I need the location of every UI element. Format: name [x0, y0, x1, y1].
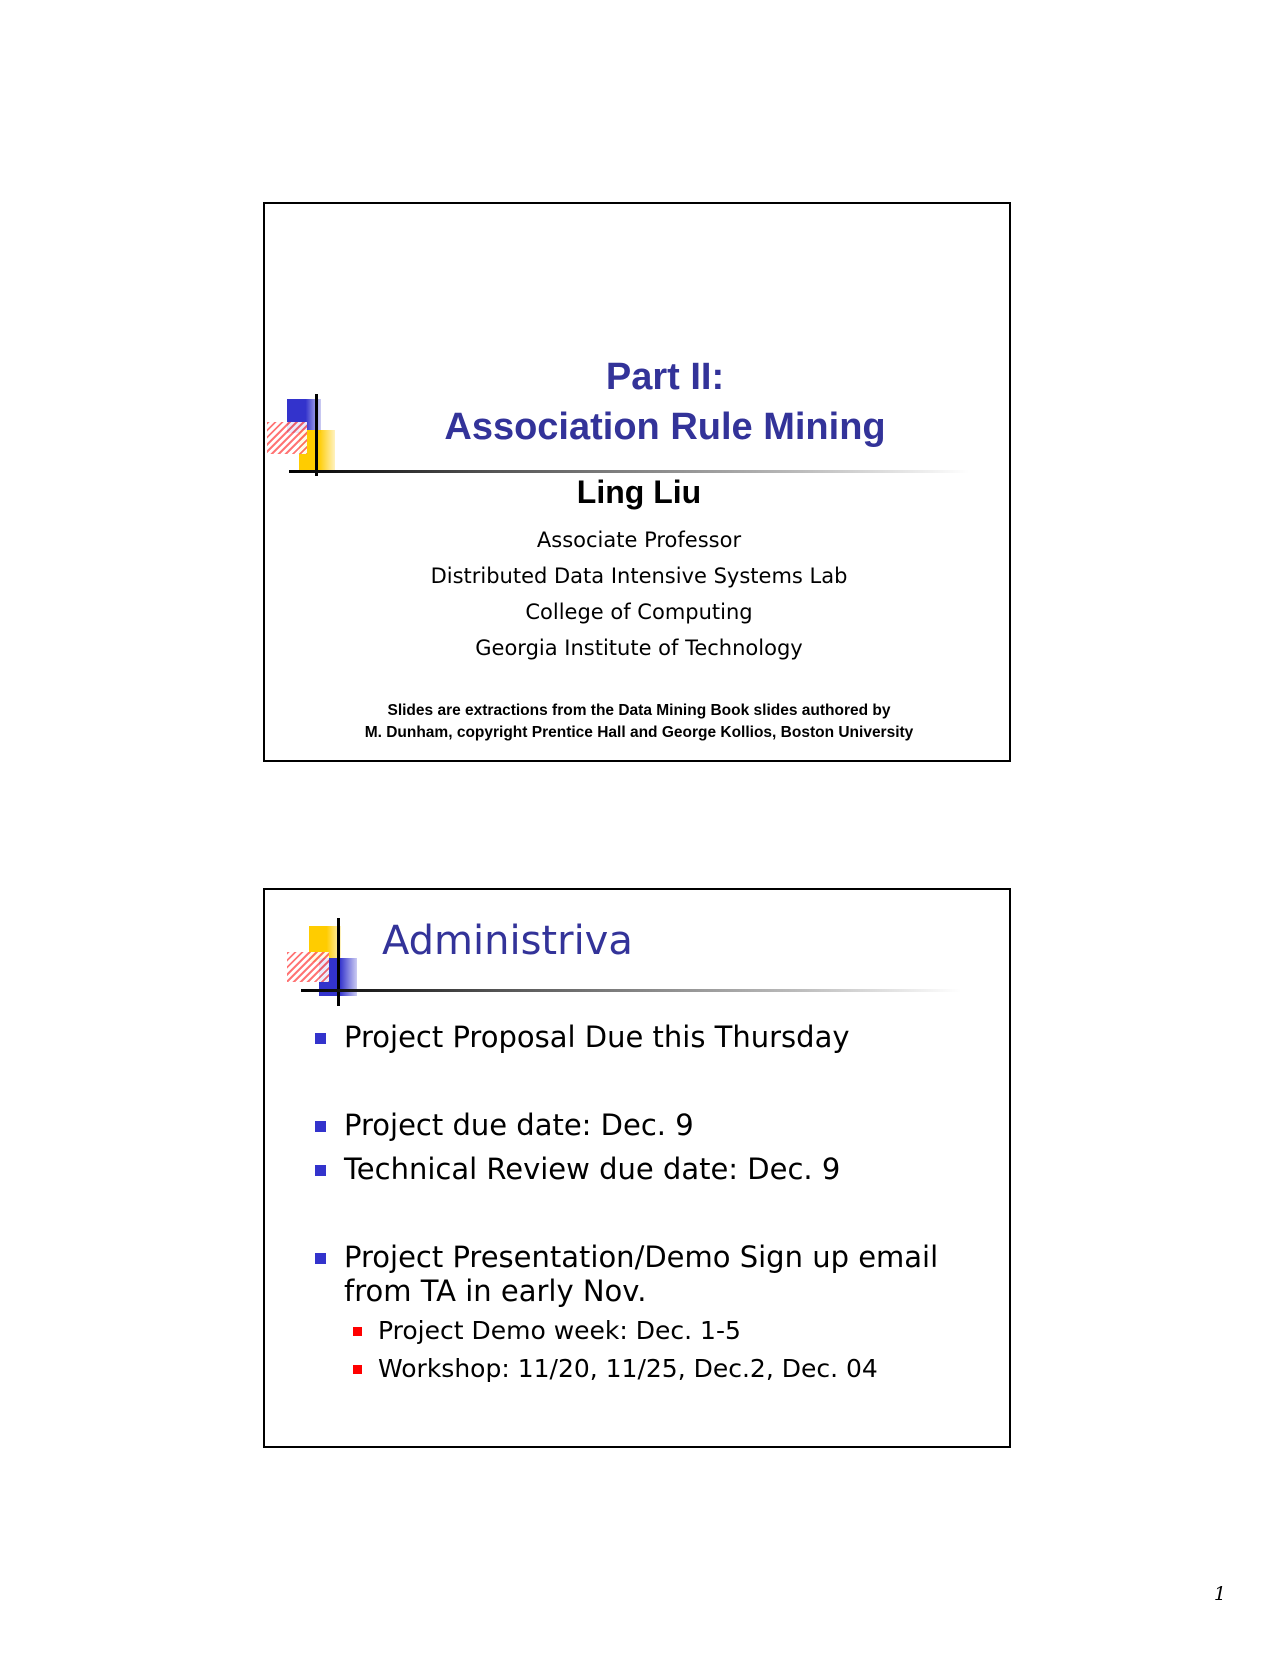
- bullet-square-icon: [315, 1033, 326, 1044]
- affiliation-line: College of Computing: [525, 600, 753, 624]
- bullet-square-icon: [315, 1121, 326, 1132]
- list-item: [315, 1108, 975, 1142]
- slide-logo-icon: [285, 918, 395, 1008]
- sub-bullet-square-icon: [353, 1365, 362, 1374]
- slide-title: [385, 352, 945, 452]
- page-number: 1: [1213, 1583, 1226, 1605]
- title-line-1: Part II:: [605, 356, 725, 398]
- bullet-square-icon: [315, 1253, 326, 1264]
- bullet-text: Technical Review due date: Dec. 9: [344, 1152, 841, 1186]
- administriva-slide: [263, 888, 1011, 1448]
- title-slide: [263, 202, 1011, 762]
- author-name: Ling Liu: [576, 474, 702, 510]
- bullet-list: [315, 1020, 975, 1388]
- author-affiliation: [265, 522, 1013, 666]
- credit-line: Slides are extractions from the Data Mining Book slides authored by: [387, 702, 891, 719]
- sub-list-item: [315, 1350, 975, 1388]
- slide-title: Administriva: [382, 918, 633, 964]
- affiliation-line: Distributed Data Intensive Systems Lab: [430, 564, 848, 588]
- sub-bullet-text: Project Demo week: Dec. 1-5: [378, 1316, 741, 1345]
- sub-bullet-square-icon: [353, 1327, 362, 1336]
- bullet-text: Project due date: Dec. 9: [344, 1108, 694, 1142]
- title-line-2: Association Rule Mining: [444, 406, 886, 448]
- list-item: [315, 1240, 975, 1308]
- bullet-text: Project Presentation/Demo Sign up email from TA in early Nov.: [344, 1240, 939, 1308]
- affiliation-line: Georgia Institute of Technology: [475, 636, 803, 660]
- sub-list-item: [315, 1312, 975, 1350]
- title-divider: [289, 470, 969, 473]
- list-item: [315, 1020, 975, 1054]
- title-divider: [301, 989, 961, 992]
- bullet-text: Project Proposal Due this Thursday: [344, 1020, 850, 1054]
- list-item: [315, 1152, 975, 1186]
- credit-note: [265, 700, 1013, 744]
- bullet-square-icon: [315, 1165, 326, 1176]
- credit-line: M. Dunham, copyright Prentice Hall and George Kollios, Boston University: [364, 724, 914, 741]
- affiliation-line: Associate Professor: [536, 528, 742, 552]
- sub-bullet-text: Workshop: 11/20, 11/25, Dec.2, Dec. 04: [378, 1354, 878, 1383]
